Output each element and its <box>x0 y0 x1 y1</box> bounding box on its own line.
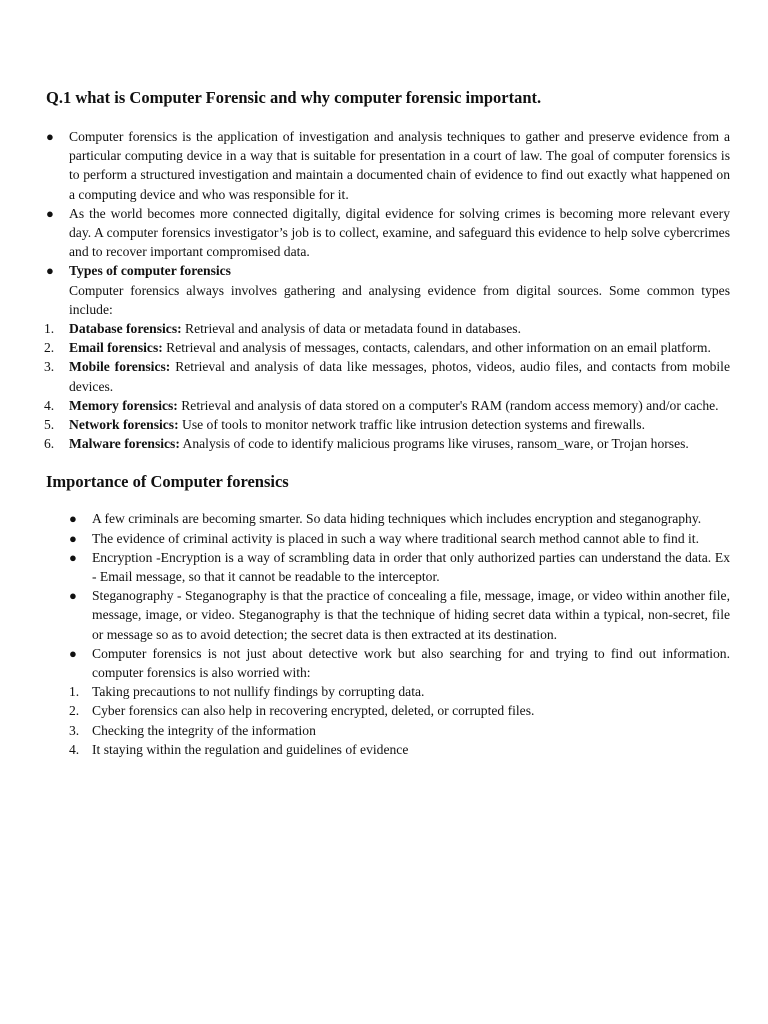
types-intro: Computer forensics always involves gathering and analysing evidence from digital sources. Some common types include: <box>69 282 730 317</box>
paragraph-text: Steganography - Steganography is that the practice of concealing a file, message, image, or video within another file, message, image, or video. Steganography is that the technique of hiding secret data within a typical, non-secret, file or message so as to avoid detection; the secret data is then extracted at its destination. <box>92 588 730 642</box>
bullet-icon: ● <box>69 549 77 565</box>
type-term: Malware forensics: <box>69 436 180 452</box>
type-item <box>46 338 730 357</box>
type-desc: Use of tools to monitor network traffic like intrusion detection systems and firewalls. <box>178 417 645 433</box>
bullet-icon: ● <box>69 588 77 604</box>
type-item <box>46 357 730 395</box>
document-body <box>46 87 730 759</box>
list-number: 2. <box>44 340 55 356</box>
paragraph-text: Computer forensics is the application of investigation and analysis techniques to gather and preserve evidence from a particular computing device in a way that is suitable for presentation in a court of law. The goal of computer forensics is to perform a structured investigation and maintain a documented chain of evidence to find out exactly what happened on a computing device and who was responsible for it. <box>69 129 730 202</box>
type-desc: Retrieval and analysis of data stored on a computer's RAM (random access memory) and/or cache. <box>177 397 719 413</box>
paragraph-text: Computer forensics is not just about detective work but also searching for and trying to find out information. computer forensics is also worried with: <box>92 645 730 681</box>
type-item <box>46 396 730 415</box>
list-item <box>46 509 730 528</box>
type-desc: Retrieval and analysis of messages, contacts, calendars, and other information on an email platform. <box>162 340 711 356</box>
list-number: 1. <box>44 321 55 337</box>
list-item <box>46 548 730 586</box>
type-term: Mobile forensics: <box>69 359 171 375</box>
bullet-icon: ● <box>69 645 77 661</box>
bullet-icon: ● <box>69 530 77 546</box>
list-number: 4. <box>69 741 80 757</box>
section-title: Importance of Computer forensics <box>46 472 289 492</box>
type-desc: Retrieval and analysis of data like messages, photos, videos, audio files, and contacts from mobile devices. <box>69 359 730 394</box>
type-term: Network forensics: <box>69 417 179 433</box>
sub-item-text: Taking precautions to not nullify findings by corrupting data. <box>92 684 425 700</box>
list-number: 5. <box>44 417 55 433</box>
type-term: Database forensics: <box>69 321 182 337</box>
list-number: 1. <box>69 684 80 700</box>
type-desc: Retrieval and analysis of data or metadata found in databases. <box>181 321 521 337</box>
paragraph-text: Encryption -Encryption is a way of scrambling data in order that only authorized parties can understand the data. Ex - Email message, so that it cannot be readable to the interceptor. <box>92 549 730 585</box>
list-item <box>46 261 730 280</box>
list-item <box>46 127 730 204</box>
types-heading: Types of computer forensics <box>69 263 231 279</box>
list-number: 3. <box>69 722 80 738</box>
type-item <box>46 415 730 434</box>
sub-list-item <box>46 682 730 701</box>
list-number: 3. <box>44 359 55 375</box>
type-term: Email forensics: <box>69 340 163 356</box>
bullet-icon: ● <box>46 205 54 221</box>
sub-item-text: It staying within the regulation and guidelines of evidence <box>92 741 409 757</box>
sub-list-item <box>46 701 730 720</box>
bullet-icon: ● <box>46 263 54 279</box>
sub-list-item <box>46 721 730 740</box>
list-item <box>46 644 730 682</box>
list-number: 4. <box>44 397 55 413</box>
type-item <box>46 319 730 338</box>
list-item <box>46 529 730 548</box>
list-item <box>46 586 730 644</box>
bullet-icon: ● <box>69 511 77 527</box>
bullet-icon: ● <box>46 129 54 144</box>
sub-list-item <box>46 740 730 759</box>
sub-item-text: Cyber forensics can also help in recovering encrypted, deleted, or corrupted files. <box>92 703 535 719</box>
type-desc: Analysis of code to identify malicious programs like viruses, ransom_ware, or Trojan horses. <box>179 436 689 452</box>
paragraph-text: As the world becomes more connected digitally, digital evidence for solving crimes is becoming more relevant every day. A computer forensics investigator’s job is to collect, examine, and safeguard this evidence to help solve cybercrimes and to recover important compromised data. <box>69 205 730 260</box>
question-title: Q.1 what is Computer Forensic and why computer forensic important. <box>46 88 542 107</box>
list-number: 2. <box>69 703 80 719</box>
list-number: 6. <box>44 436 55 452</box>
paragraph-text: The evidence of criminal activity is placed in such a way where traditional search method cannot able to find it. <box>92 530 699 546</box>
list-item <box>46 204 730 262</box>
type-item <box>46 434 730 453</box>
type-term: Memory forensics: <box>69 397 178 413</box>
paragraph-text: A few criminals are becoming smarter. So data hiding techniques which includes encryption and steganography. <box>92 511 702 527</box>
sub-item-text: Checking the integrity of the information <box>92 722 316 738</box>
